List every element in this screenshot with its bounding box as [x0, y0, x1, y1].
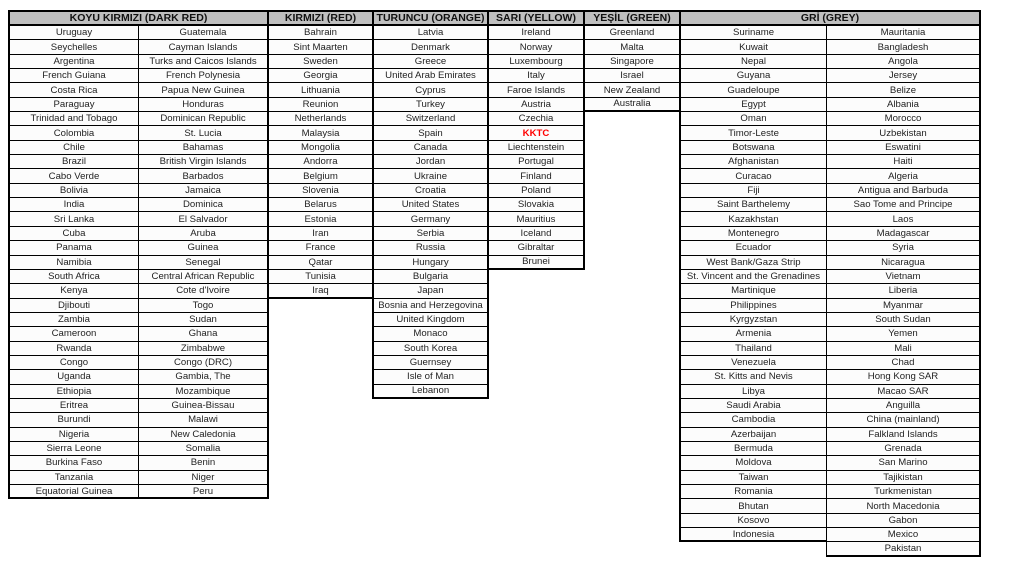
country-cell: Liechtenstein: [487, 141, 585, 155]
country-cell: Saint Barthelemy: [679, 198, 827, 212]
country-cell: Croatia: [372, 184, 489, 198]
country-cell: Israel: [583, 69, 681, 83]
country-cell: Mauritania: [826, 26, 981, 40]
country-cell: French Polynesia: [138, 69, 269, 83]
country-cell: Georgia: [267, 69, 374, 83]
color-group-0: [8, 10, 269, 499]
country-cell: Mongolia: [267, 141, 374, 155]
country-cell: Guatemala: [138, 26, 269, 40]
country-cell: Syria: [826, 241, 981, 255]
country-cell: Costa Rica: [8, 83, 139, 97]
country-cell: Hungary: [372, 256, 489, 270]
country-cell: Bhutan: [679, 499, 827, 513]
country-cell: Switzerland: [372, 112, 489, 126]
country-cell: Sao Tome and Principe: [826, 198, 981, 212]
group-header: TURUNCU (ORANGE): [372, 10, 489, 26]
country-cell: KKTC: [487, 126, 585, 140]
country-cell: Italy: [487, 69, 585, 83]
country-cell: Belarus: [267, 198, 374, 212]
group-2-column-0: [372, 26, 489, 399]
color-group-2: [372, 10, 489, 399]
group-header: GRİ (GREY): [679, 10, 981, 26]
country-cell: United States: [372, 198, 489, 212]
country-cell: Haiti: [826, 155, 981, 169]
country-cell: French Guiana: [8, 69, 139, 83]
country-cell: Bermuda: [679, 442, 827, 456]
country-cell: Jersey: [826, 69, 981, 83]
country-cell: Panama: [8, 241, 139, 255]
country-cell: Gibraltar: [487, 241, 585, 255]
country-cell: Rwanda: [8, 342, 139, 356]
country-cell: Fiji: [679, 184, 827, 198]
country-cell: Trinidad and Tobago: [8, 112, 139, 126]
country-cell: Mali: [826, 342, 981, 356]
country-cell: United Kingdom: [372, 313, 489, 327]
country-cell: Kosovo: [679, 514, 827, 528]
country-cell: Qatar: [267, 256, 374, 270]
group-header: KOYU KIRMIZI (DARK RED): [8, 10, 269, 26]
country-cell: Chad: [826, 356, 981, 370]
country-cell: Belgium: [267, 169, 374, 183]
country-cell: Antigua and Barbuda: [826, 184, 981, 198]
country-cell: Uganda: [8, 370, 139, 384]
country-cell: Mexico: [826, 528, 981, 542]
country-cell: Grenada: [826, 442, 981, 456]
country-cell: Iraq: [267, 284, 374, 298]
country-cell: Chile: [8, 141, 139, 155]
country-cell: Barbados: [138, 169, 269, 183]
country-cell: Bosnia and Herzegovina: [372, 299, 489, 313]
country-cell: China (mainland): [826, 413, 981, 427]
country-cell: San Marino: [826, 456, 981, 470]
country-cell: Tunisia: [267, 270, 374, 284]
country-cell: Malta: [583, 40, 681, 54]
group-0-column-1: [138, 26, 269, 499]
country-cell: British Virgin Islands: [138, 155, 269, 169]
country-cell: Liberia: [826, 284, 981, 298]
country-cell: Brazil: [8, 155, 139, 169]
country-cell: Indonesia: [679, 528, 827, 542]
country-cell: Paraguay: [8, 98, 139, 112]
country-cell: Afghanistan: [679, 155, 827, 169]
country-cell: Sri Lanka: [8, 212, 139, 226]
country-cell: Cote d'Ivoire: [138, 284, 269, 298]
country-cell: Niger: [138, 471, 269, 485]
country-cell: Russia: [372, 241, 489, 255]
country-cell: Ethiopia: [8, 385, 139, 399]
country-cell: Sudan: [138, 313, 269, 327]
country-cell: Zimbabwe: [138, 342, 269, 356]
country-cell: Cyprus: [372, 83, 489, 97]
country-cell: Latvia: [372, 26, 489, 40]
country-cell: Djibouti: [8, 299, 139, 313]
country-cell: El Salvador: [138, 212, 269, 226]
country-cell: Kyrgyzstan: [679, 313, 827, 327]
country-cell: Guyana: [679, 69, 827, 83]
country-cell: Saudi Arabia: [679, 399, 827, 413]
country-cell: Guinea-Bissau: [138, 399, 269, 413]
country-cell: Azerbaijan: [679, 428, 827, 442]
country-cell: Oman: [679, 112, 827, 126]
country-cell: Ghana: [138, 327, 269, 341]
country-cell: Nepal: [679, 55, 827, 69]
country-cell: Cayman Islands: [138, 40, 269, 54]
country-cell: Jamaica: [138, 184, 269, 198]
country-cell: Seychelles: [8, 40, 139, 54]
country-cell: Pakistan: [826, 542, 981, 556]
country-cell: New Caledonia: [138, 428, 269, 442]
country-cell: Finland: [487, 169, 585, 183]
country-cell: Papua New Guinea: [138, 83, 269, 97]
country-cell: Venezuela: [679, 356, 827, 370]
country-cell: Mozambique: [138, 385, 269, 399]
country-cell: Luxembourg: [487, 55, 585, 69]
country-cell: United Arab Emirates: [372, 69, 489, 83]
country-cell: South Africa: [8, 270, 139, 284]
country-cell: New Zealand: [583, 83, 681, 97]
color-group-3: [487, 10, 585, 270]
country-cell: Eswatini: [826, 141, 981, 155]
country-cell: Ecuador: [679, 241, 827, 255]
country-cell: Netherlands: [267, 112, 374, 126]
country-cell: Albania: [826, 98, 981, 112]
country-cell: Ukraine: [372, 169, 489, 183]
country-cell: Namibia: [8, 256, 139, 270]
group-header: YEŞİL (GREEN): [583, 10, 681, 26]
country-cell: Kazakhstan: [679, 212, 827, 226]
country-cell: Lebanon: [372, 385, 489, 399]
country-cell: Benin: [138, 456, 269, 470]
country-cell: Belize: [826, 83, 981, 97]
country-cell: Colombia: [8, 126, 139, 140]
country-cell: Myanmar: [826, 299, 981, 313]
country-cell: Thailand: [679, 342, 827, 356]
group-5-column-0: [679, 26, 827, 542]
country-cell: Reunion: [267, 98, 374, 112]
group-header: KIRMIZI (RED): [267, 10, 374, 26]
country-cell: Greenland: [583, 26, 681, 40]
country-cell: Monaco: [372, 327, 489, 341]
country-cell: India: [8, 198, 139, 212]
color-group-1: [267, 10, 374, 299]
country-cell: Tanzania: [8, 471, 139, 485]
country-cell: Congo: [8, 356, 139, 370]
country-cell: Canada: [372, 141, 489, 155]
country-cell: West Bank/Gaza Strip: [679, 256, 827, 270]
country-cell: Central African Republic: [138, 270, 269, 284]
country-cell: Honduras: [138, 98, 269, 112]
country-cell: Turkmenistan: [826, 485, 981, 499]
country-cell: Czechia: [487, 112, 585, 126]
country-cell: Cuba: [8, 227, 139, 241]
country-cell: Anguilla: [826, 399, 981, 413]
country-cell: Dominica: [138, 198, 269, 212]
country-cell: St. Vincent and the Grenadines: [679, 270, 827, 284]
country-cell: France: [267, 241, 374, 255]
country-cell: St. Kitts and Nevis: [679, 370, 827, 384]
country-cell: Laos: [826, 212, 981, 226]
country-cell: Philippines: [679, 299, 827, 313]
country-cell: Bahamas: [138, 141, 269, 155]
country-cell: Sierra Leone: [8, 442, 139, 456]
country-cell: Curacao: [679, 169, 827, 183]
country-cell: Andorra: [267, 155, 374, 169]
country-cell: Australia: [583, 98, 681, 112]
country-cell: Serbia: [372, 227, 489, 241]
country-cell: Vietnam: [826, 270, 981, 284]
country-cell: Peru: [138, 485, 269, 499]
country-cell: Armenia: [679, 327, 827, 341]
country-cell: Equatorial Guinea: [8, 485, 139, 499]
country-cell: Suriname: [679, 26, 827, 40]
country-cell: Greece: [372, 55, 489, 69]
country-cell: Turkey: [372, 98, 489, 112]
country-cell: Burundi: [8, 413, 139, 427]
country-cell: Algeria: [826, 169, 981, 183]
country-cell: Cameroon: [8, 327, 139, 341]
country-cell: Japan: [372, 284, 489, 298]
country-cell: Nigeria: [8, 428, 139, 442]
country-cell: Martinique: [679, 284, 827, 298]
country-cell: North Macedonia: [826, 499, 981, 513]
country-cell: Bahrain: [267, 26, 374, 40]
country-cell: Denmark: [372, 40, 489, 54]
country-cell: Slovenia: [267, 184, 374, 198]
country-cell: Moldova: [679, 456, 827, 470]
country-cell: Sweden: [267, 55, 374, 69]
country-cell: Germany: [372, 212, 489, 226]
country-cell: Singapore: [583, 55, 681, 69]
country-cell: Falkland Islands: [826, 428, 981, 442]
country-cell: Timor-Leste: [679, 126, 827, 140]
country-cell: Gabon: [826, 514, 981, 528]
country-cell: St. Lucia: [138, 126, 269, 140]
country-cell: Morocco: [826, 112, 981, 126]
group-3-column-0: [487, 26, 585, 270]
color-group-5: [679, 10, 981, 557]
country-cell: Hong Kong SAR: [826, 370, 981, 384]
country-cell: Eritrea: [8, 399, 139, 413]
country-cell: Portugal: [487, 155, 585, 169]
country-cell: Madagascar: [826, 227, 981, 241]
group-5-column-1: [826, 26, 981, 557]
country-cell: Poland: [487, 184, 585, 198]
country-cell: Estonia: [267, 212, 374, 226]
country-cell: Turks and Caicos Islands: [138, 55, 269, 69]
country-cell: Gambia, The: [138, 370, 269, 384]
country-color-table: [8, 10, 981, 557]
country-cell: Spain: [372, 126, 489, 140]
country-cell: Cambodia: [679, 413, 827, 427]
country-cell: Mauritius: [487, 212, 585, 226]
country-cell: Kuwait: [679, 40, 827, 54]
country-cell: Austria: [487, 98, 585, 112]
country-cell: Botswana: [679, 141, 827, 155]
country-cell: Cabo Verde: [8, 169, 139, 183]
country-cell: Taiwan: [679, 471, 827, 485]
group-1-column-0: [267, 26, 374, 299]
country-cell: Togo: [138, 299, 269, 313]
country-cell: Argentina: [8, 55, 139, 69]
country-cell: Malaysia: [267, 126, 374, 140]
country-cell: Congo (DRC): [138, 356, 269, 370]
group-header: SARI (YELLOW): [487, 10, 585, 26]
color-group-4: [583, 10, 681, 112]
country-cell: Macao SAR: [826, 385, 981, 399]
country-cell: Guernsey: [372, 356, 489, 370]
country-cell: Jordan: [372, 155, 489, 169]
country-cell: Isle of Man: [372, 370, 489, 384]
group-0-column-0: [8, 26, 139, 499]
country-cell: Yemen: [826, 327, 981, 341]
country-cell: Bulgaria: [372, 270, 489, 284]
country-cell: Burkina Faso: [8, 456, 139, 470]
country-cell: Sint Maarten: [267, 40, 374, 54]
country-cell: Tajikistan: [826, 471, 981, 485]
country-cell: Somalia: [138, 442, 269, 456]
country-cell: Norway: [487, 40, 585, 54]
country-cell: Guadeloupe: [679, 83, 827, 97]
country-cell: Uzbekistan: [826, 126, 981, 140]
country-cell: Montenegro: [679, 227, 827, 241]
country-cell: Aruba: [138, 227, 269, 241]
country-cell: South Korea: [372, 342, 489, 356]
country-cell: Egypt: [679, 98, 827, 112]
country-cell: Libya: [679, 385, 827, 399]
country-cell: Ireland: [487, 26, 585, 40]
country-cell: Lithuania: [267, 83, 374, 97]
country-cell: Kenya: [8, 284, 139, 298]
country-cell: Bangladesh: [826, 40, 981, 54]
country-cell: Iran: [267, 227, 374, 241]
country-cell: Nicaragua: [826, 256, 981, 270]
country-cell: Dominican Republic: [138, 112, 269, 126]
country-cell: South Sudan: [826, 313, 981, 327]
country-cell: Romania: [679, 485, 827, 499]
group-4-column-0: [583, 26, 681, 112]
country-cell: Iceland: [487, 227, 585, 241]
country-cell: Angola: [826, 55, 981, 69]
country-cell: Brunei: [487, 256, 585, 270]
country-cell: Slovakia: [487, 198, 585, 212]
country-cell: Faroe Islands: [487, 83, 585, 97]
country-cell: Uruguay: [8, 26, 139, 40]
country-cell: Senegal: [138, 256, 269, 270]
country-cell: Bolivia: [8, 184, 139, 198]
country-cell: Malawi: [138, 413, 269, 427]
country-cell: Guinea: [138, 241, 269, 255]
country-cell: Zambia: [8, 313, 139, 327]
